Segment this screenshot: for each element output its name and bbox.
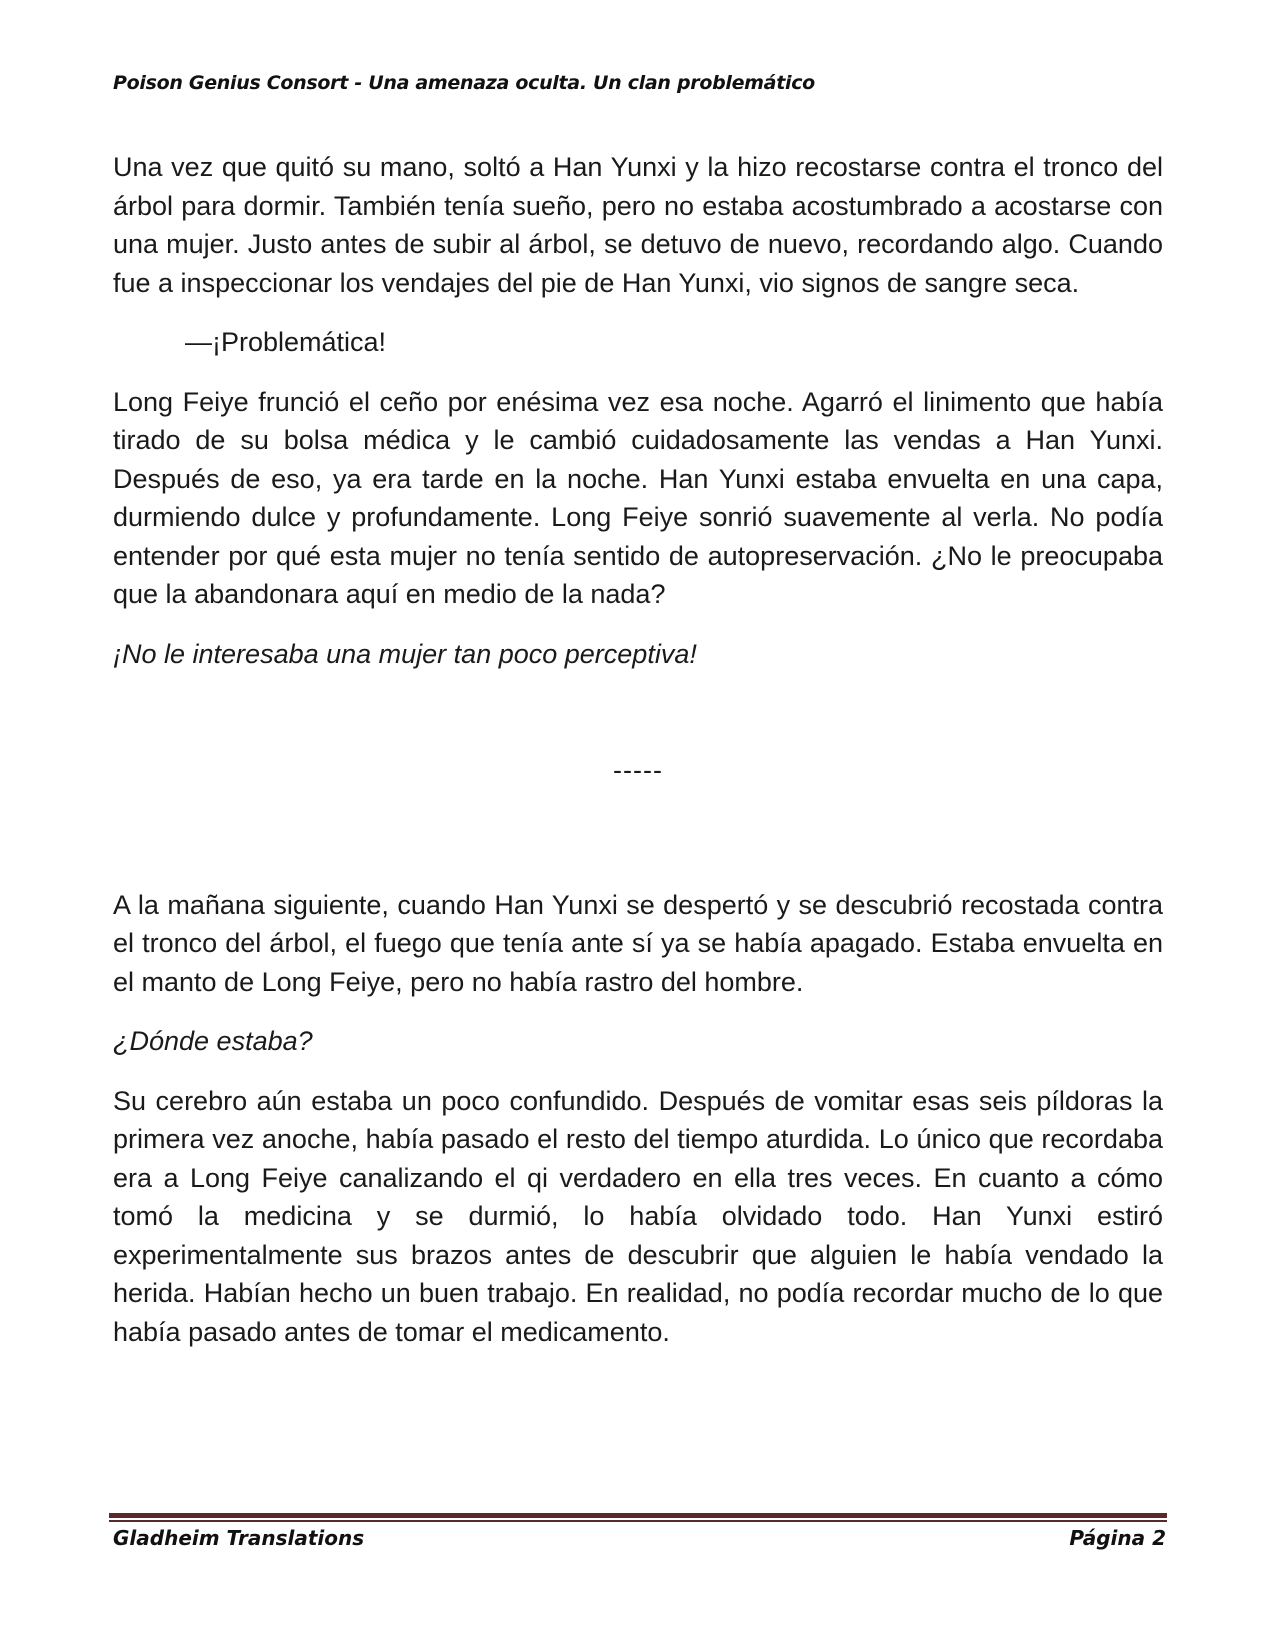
paragraph: A la mañana siguiente, cuando Han Yunxi se despertó y se descubrió recostada contra el tronco del árbol, el fuego que tenía ante sí ya se había apagado. Estaba envuelta en el manto de Long Feiye, pero no había rastro del hombre.	[113, 889, 1163, 997]
footer-divider	[109, 1513, 1167, 1522]
running-header: Poison Genius Consort - Una amenaza oculta. Un clan problemático	[113, 72, 815, 94]
body-text	[113, 148, 1163, 1372]
scene-break: -----	[613, 755, 663, 785]
footer-publisher: Gladheim Translations	[113, 1526, 365, 1550]
page-number: Página 2	[1069, 1526, 1166, 1550]
paragraph: Una vez que quitó su mano, soltó a Han Yunxi y la hizo recostarse contra el tronco del árbol para dormir. También tenía sueño, pero no estaba acostumbrado a acostarse con una mujer. Justo antes de subir al árbol, se detuvo de nuevo, recordando algo. Cuando fue a inspeccionar los vendajes del pie de Han Yunxi, vio signos de sangre seca.	[113, 152, 1163, 298]
dialogue-line: —¡Problemática!	[185, 327, 387, 357]
paragraph: Long Feiye frunció el ceño por enésima vez esa noche. Agarró el linimento que había tirado de su bolsa médica y le cambió cuidadosamente las vendas a Han Yunxi. Después de eso, ya era tarde en la noche. Han Yunxi estaba envuelta en una capa, durmiendo dulce y profundamente. Long Feiye sonrió suavemente al verla. No podía entender por qué esta mujer no tenía sentido de autopreservación. ¿No le preocupaba que la abandonara aquí en medio de la nada?	[113, 386, 1163, 609]
italic-thought: ¿Dónde estaba?	[113, 1026, 313, 1056]
italic-thought: ¡No le interesaba una mujer tan poco perceptiva!	[113, 638, 697, 669]
footer-divider-thick	[109, 1513, 1167, 1518]
paragraph: Su cerebro aún estaba un poco confundido. Después de vomitar esas seis píldoras la primera vez anoche, había pasado el resto del tiempo aturdida. Lo único que recordaba era a Long Feiye canalizando el qi verdadero en ella tres veces. En cuanto a cómo tomó la medicina y se durmió, lo había olvidado todo. Han Yunxi estiró experimentalmente sus brazos antes de descubrir que alguien le había vendado la herida. Habían hecho un buen trabajo. En realidad, no podía recordar mucho de lo que había pasado antes de tomar el medicamento.	[113, 1085, 1163, 1347]
footer-divider-thin	[109, 1520, 1167, 1522]
